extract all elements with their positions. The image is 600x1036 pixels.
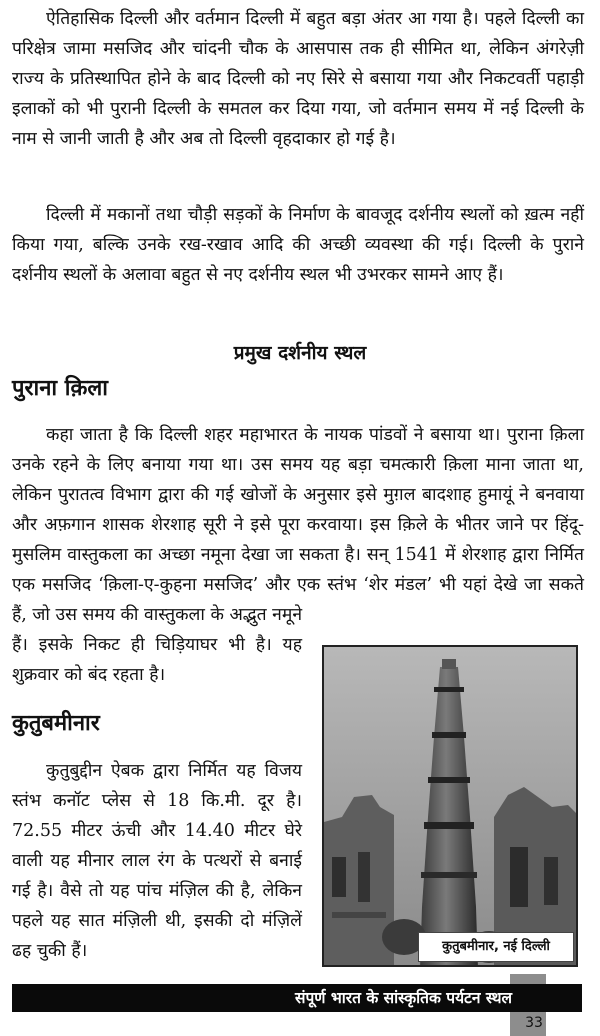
section-heading: प्रमुख दर्शनीय स्थल [233, 342, 367, 364]
qutub-minar-heading: कुतुबमीनार [12, 711, 100, 736]
intro-paragraph-2: दिल्ली में मकानों तथा चौड़ी सड़कों के निर्माण के बावजूद दर्शनीय स्थलों को ख़त्म नहीं किया गया, बल्कि उनके रख-रखाव आदि की अच्छी व्यवस्था की गई। दिल्ली के पुराने दर्शनीय स्थलों के अलावा बहुत से नए दर्शनीय स्थल भी उभरकर सामने आए हैं। [12, 205, 584, 285]
purana-qila-heading: पुराना क़िला [12, 376, 108, 401]
qutub-minar-illustration [324, 647, 578, 967]
footer-book-title: संपूर्ण भारत के सांस्कृतिक पर्यटन स्थल [12, 984, 582, 1012]
photo-caption: कुतुबमीनार, नई दिल्ली [418, 932, 574, 962]
qutub-minar-paragraph: कुतुबुद्दीन ऐबक द्वारा निर्मित यह विजय स्तंभ कनॉट प्लेस से 18 कि.मी. दूर है। 72.55 मीटर ऊंची और 14.40 मीटर घेरे वाली यह मीनार लाल रंग के पत्थरों से बनाई गई है। वैसे तो यह पांच मंज़िल की है, लेकिन पहले यह सात मंज़िली थी, इसकी दो मंज़िलें ढह चुकी हैं। [12, 761, 302, 961]
intro-paragraph-1: ऐतिहासिक दिल्ली और वर्तमान दिल्ली में बहुत बड़ा अंतर आ गया है। पहले दिल्ली का परिक्षेत्र जामा मसजिद और चांदनी चौक के आसपास तक ही सीमित था, लेकिन अंगरेज़ी राज्य के प्रतिस्थापित होने के बाद दिल्ली को नए सिरे से बसाया गया और निकटवर्ती पहाड़ी इलाकों को भी पुरानी दिल्ली के समतल कर दिया गया, जो वर्तमान समय में नई दिल्ली के नाम से जानी जाती है और अब तो दिल्ली वृहदाकार हो गई है। [12, 9, 584, 149]
purana-qila-paragraph-tail: हैं। इसके निकट ही चिड़ियाघर भी है। यह शुक्रवार को बंद रहता है। [12, 635, 302, 685]
page-number: 33 [525, 1015, 543, 1031]
purana-qila-paragraph: कहा जाता है कि दिल्ली शहर महाभारत के नायक पांडवों ने बसाया था। पुराना क़िला उनके रहने के लिए बनाया गया था। उस समय यह बड़ा चमत्कारी क़िला माना जाता था, लेकिन पुरातत्व विभाग द्वारा की गई खोजों के अनुसार इसे मुग़ल बादशाह हुमायूं ने बनवाया और अफ़गान शासक शेरशाह सूरी ने इसे पूरा करवाया। इस क़िले के भीतर जाने पर हिंदू-मुसलिम वास्तुकला का अच्छा नमूना देखा जा सकता है। सन् 1541 में शेरशाह द्वारा निर्मित एक मसजिद ‘क़िला-ए-कुहना मसजिद’ और एक स्तंभ ‘शेर मंडल’ भी यहां देखे जा सकते हैं, जो उस समय की वास्तुकला के अद्भुत नमूने [12, 425, 584, 625]
qutub-minar-photo [322, 645, 578, 967]
